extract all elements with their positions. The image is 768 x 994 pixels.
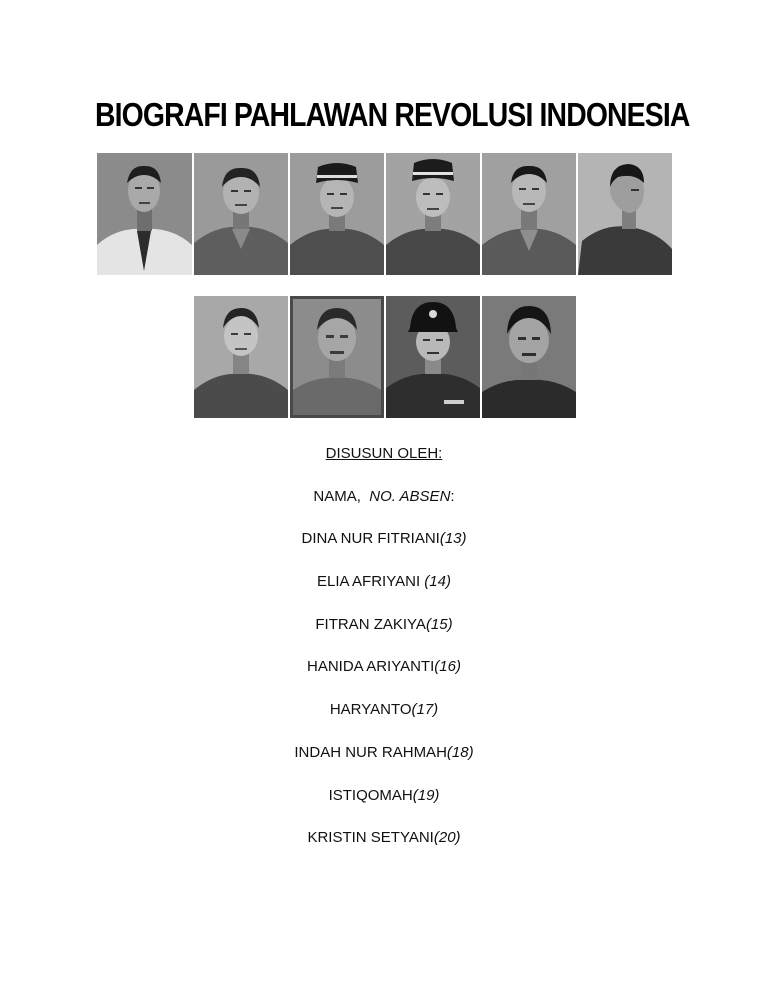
member-number: (18) [446,743,474,761]
label-colon: : [450,487,455,505]
member-number: (17) [411,701,439,719]
member-number: (13) [439,530,467,548]
member-name: KRISTIN SETYANI [307,829,434,847]
member-row [0,613,768,656]
member-name: ELIA AFRIYANI [317,573,425,591]
member-name: ISTIQOMAH [328,786,413,804]
hero-photo-2 [194,153,288,275]
hero-photo-8 [290,296,384,418]
hero-photo-6 [578,153,672,275]
document-title: BIOGRAFI PAHLAWAN REVOLUSI INDONESIA [95,96,690,133]
credits-heading-text: DISUSUN OLEH: [325,445,443,462]
credits-fields-label [0,485,768,528]
credits-heading [0,442,768,485]
member-number: (14) [424,573,451,591]
hero-photo-3 [290,153,384,275]
hero-photo-7 [194,296,288,418]
member-row [0,570,768,613]
hero-photo-9 [386,296,480,418]
member-number: (20) [433,829,461,847]
member-name: INDAH NUR RAHMAH [294,743,447,761]
hero-photo-5 [482,153,576,275]
member-row [0,527,768,570]
hero-photo-10 [482,296,576,418]
member-number: (15) [425,615,453,633]
member-row [0,655,768,698]
member-name: HARYANTO [329,701,412,719]
member-name: DINA NUR FITRIANI [301,530,440,548]
label-nama: NAMA, [313,487,361,505]
hero-photo-1 [97,153,192,275]
member-name: FITRAN ZAKIYA [315,615,426,633]
member-row [0,784,768,827]
credits-block [0,442,768,869]
member-row [0,698,768,741]
hero-photo-4 [386,153,480,275]
member-number: (16) [434,658,461,676]
label-no-absen: NO. ABSEN [369,487,451,505]
member-name: HANIDA ARIYANTI [307,658,435,676]
member-row [0,741,768,784]
member-row [0,826,768,869]
member-number: (19) [412,786,440,804]
